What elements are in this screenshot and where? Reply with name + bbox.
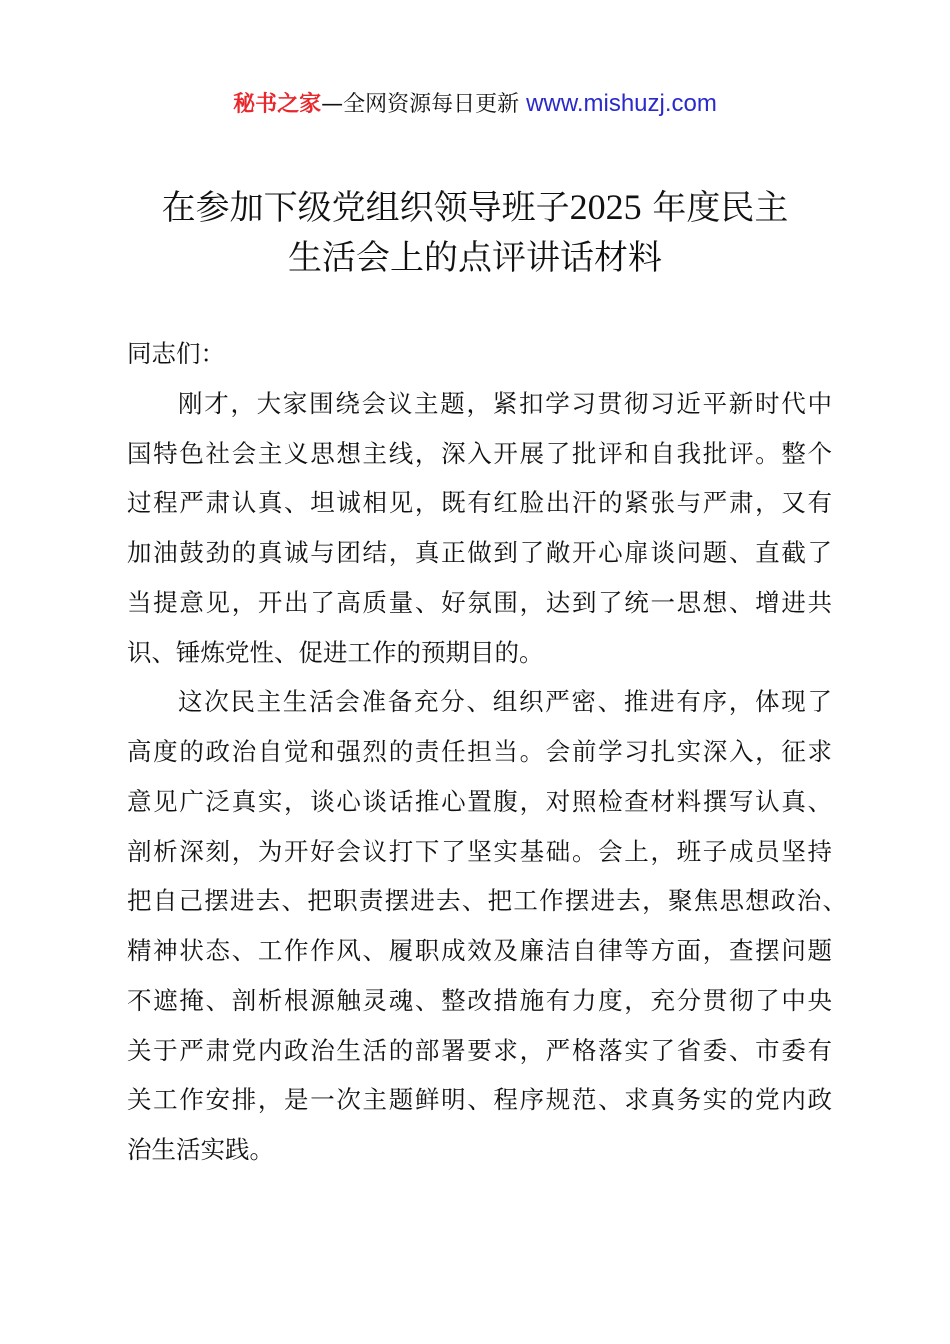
title-year: 2025 bbox=[569, 187, 642, 227]
text-line: 精神状态、工作作风、履职成效及廉洁自律等方面，查摆问题 bbox=[127, 936, 832, 965]
text-line: 这次民主生活会准备充分、组织严密、推进有序，体现了 bbox=[178, 687, 832, 717]
paragraph-1 bbox=[127, 379, 832, 678]
text-line: 把自己摆进去、把职责摆进去、把工作摆进去，聚焦思想政治、 bbox=[127, 886, 847, 916]
text-line: 刚才，大家围绕会议主题，紧扣学习贯彻习近平新时代中 bbox=[178, 388, 832, 418]
text-line: 加油鼓劲的真诚与团结，真正做到了敞开心扉谈问题、直截了 bbox=[127, 538, 832, 567]
brand-name: 秘书之家 bbox=[233, 92, 322, 117]
title-line-1 bbox=[0, 182, 950, 233]
salutation: 同志们： bbox=[127, 339, 225, 368]
text-line: 高度的政治自觉和强烈的责任担当。会前学习扎实深入，征求 bbox=[127, 737, 832, 766]
text-line: 过程严肃认真、坦诚相见，既有红脸出汗的紧张与严肃，又有 bbox=[127, 488, 832, 518]
tagline: —全网资源每日更新 bbox=[321, 92, 520, 117]
text-line: 识、锤炼党性、促进工作的预期目的。 bbox=[127, 637, 544, 667]
text-line: 意见广泛真实，谈心谈话推心置腹，对照检查材料撰写认真、 bbox=[127, 786, 832, 816]
title-line-2: 生活会上的点评讲话材料 bbox=[288, 238, 662, 278]
document-title bbox=[0, 182, 950, 283]
text-line: 治生活实践。 bbox=[127, 1135, 274, 1164]
site-banner bbox=[0, 86, 950, 123]
text-line: 关于严肃党内政治生活的部署要求，严格落实了省委、市委有 bbox=[127, 1035, 832, 1065]
site-url-link[interactable]: www.mishuzj.com bbox=[526, 90, 717, 117]
document-body bbox=[127, 329, 847, 1175]
text-line: 不遮掩、剖析根源触灵魂、整改措施有力度，充分贯彻了中央 bbox=[127, 985, 832, 1015]
text-line: 国特色社会主义思想主线，深入开展了批评和自我批评。整个 bbox=[127, 438, 832, 468]
title-text: 年度民主 bbox=[652, 188, 789, 228]
text-line: 当提意见，开出了高质量、好氛围，达到了统一思想、增进共 bbox=[127, 587, 832, 617]
title-text: 在参加下级党组织领导班子 bbox=[161, 188, 570, 228]
text-line: 剖析深刻，为开好会议打下了坚实基础。会上，班子成员坚持 bbox=[127, 836, 832, 866]
text-line: 关工作安排，是一次主题鲜明、程序规范、求真务实的党内政 bbox=[127, 1085, 832, 1115]
paragraph-2 bbox=[127, 677, 847, 1175]
